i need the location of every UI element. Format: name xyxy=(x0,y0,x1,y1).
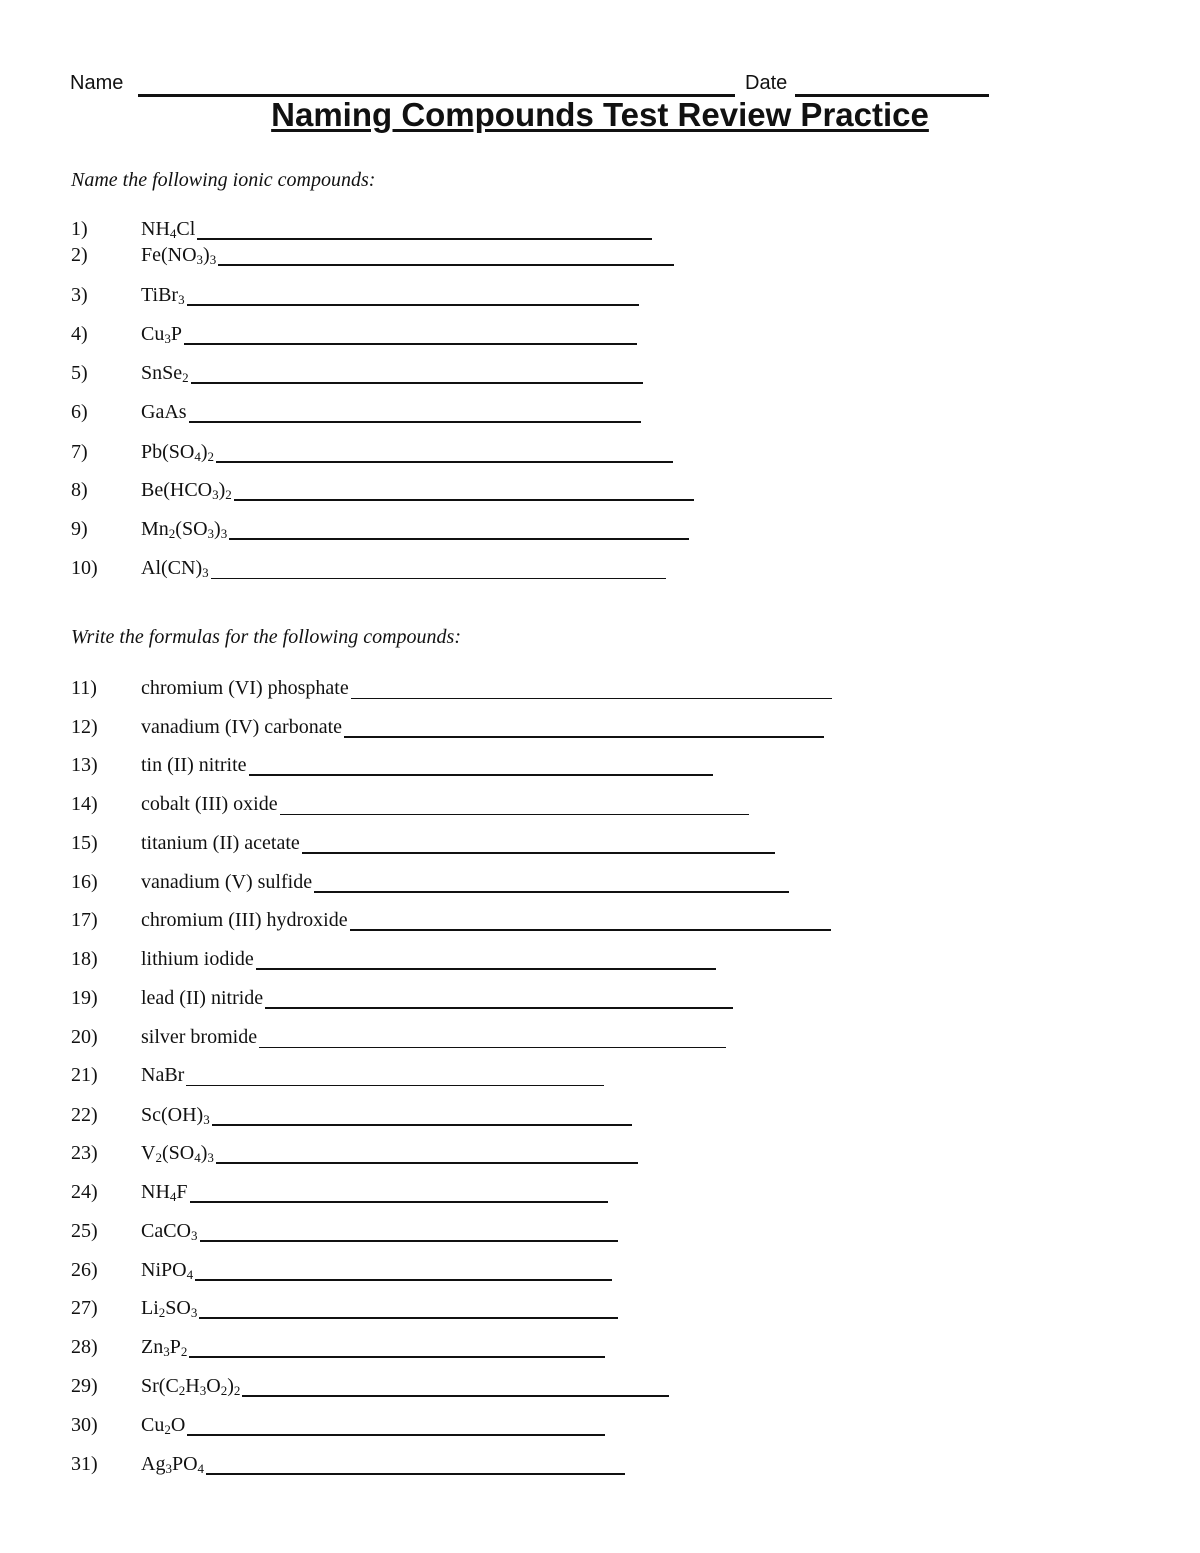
compound-label: SnSe$_2$ xyxy=(141,362,189,385)
compound-label: NiPO$_4$ xyxy=(141,1259,194,1282)
list-item xyxy=(71,1025,971,1051)
compound-label: $NH_4F$ xyxy=(141,1181,188,1204)
answer-line[interactable] xyxy=(350,929,831,931)
item-number: 19) xyxy=(71,987,98,1009)
answer-line[interactable] xyxy=(218,264,674,266)
item-number: 27) xyxy=(71,1297,98,1319)
answer-line[interactable] xyxy=(199,1317,618,1319)
list-item xyxy=(71,1180,971,1206)
item-number: 2) xyxy=(71,244,88,266)
list-item xyxy=(71,1063,971,1089)
item-number: 4) xyxy=(71,323,88,345)
section-instruction-name-compounds: Name the following ionic compounds: xyxy=(71,169,376,191)
answer-line[interactable] xyxy=(212,1124,632,1126)
list-item xyxy=(71,715,971,741)
list-item xyxy=(71,517,971,543)
compound-label: TiBr$_3$ xyxy=(141,284,185,307)
compound-label: cobalt (III) oxide xyxy=(141,793,278,815)
page-title: Naming Compounds Test Review Practice xyxy=(271,96,929,133)
compound-label: vanadium (V) sulfide xyxy=(141,871,313,893)
compound-label: $Sr(C_2H_3O_2)_2$ xyxy=(141,1375,241,1398)
list-item xyxy=(71,753,971,779)
item-number: 7) xyxy=(71,441,88,463)
compound-label: chromium (VI) phosphate xyxy=(141,677,349,699)
list-item xyxy=(71,1219,971,1245)
answer-line[interactable] xyxy=(302,852,775,854)
list-item xyxy=(71,322,971,348)
compound-label: GaAs xyxy=(141,401,187,423)
list-item xyxy=(71,243,971,269)
compound-label: NaBr xyxy=(141,1064,185,1086)
compound-label: $Ag_3PO_4$ xyxy=(141,1453,205,1476)
item-number: 28) xyxy=(71,1336,98,1358)
list-item xyxy=(71,986,971,1012)
answer-line[interactable] xyxy=(280,814,749,815)
date-label: Date xyxy=(745,72,788,94)
answer-line[interactable] xyxy=(249,774,713,776)
item-number: 24) xyxy=(71,1181,98,1203)
list-item xyxy=(71,440,971,466)
compound-label: $Fe(NO_3)_3$ xyxy=(141,244,217,267)
compound-label: vanadium (IV) carbonate xyxy=(141,716,343,738)
item-number: 18) xyxy=(71,948,98,970)
answer-line[interactable] xyxy=(206,1473,625,1475)
list-item xyxy=(71,831,971,857)
item-number: 15) xyxy=(71,832,98,854)
item-number: 23) xyxy=(71,1142,98,1164)
compound-label: tin (II) nitrite xyxy=(141,754,247,776)
answer-line[interactable] xyxy=(256,968,716,970)
item-number: 6) xyxy=(71,401,88,423)
item-number: 16) xyxy=(71,871,98,893)
answer-line[interactable] xyxy=(189,421,641,423)
item-number: 1) xyxy=(71,218,88,240)
compound-label: titanium (II) acetate xyxy=(141,832,300,854)
compound-label: CaCO$_3$ xyxy=(141,1220,198,1243)
item-number: 30) xyxy=(71,1414,98,1436)
item-number: 11) xyxy=(71,677,97,699)
compound-label: chromium (III) hydroxide xyxy=(141,909,348,931)
compound-label: silver bromide xyxy=(141,1026,258,1048)
answer-line[interactable] xyxy=(186,1085,604,1086)
answer-line[interactable] xyxy=(234,499,694,501)
item-number: 3) xyxy=(71,284,88,306)
list-item xyxy=(71,1141,971,1167)
item-number: 22) xyxy=(71,1104,98,1126)
section-instruction-write-formulas: Write the formulas for the following compounds: xyxy=(71,626,461,648)
item-number: 26) xyxy=(71,1259,98,1281)
answer-line[interactable] xyxy=(200,1240,619,1242)
answer-line[interactable] xyxy=(189,1356,605,1358)
answer-line[interactable] xyxy=(211,578,666,579)
compound-label: $V_2(SO_4)_3$ xyxy=(141,1142,214,1165)
item-number: 31) xyxy=(71,1453,98,1475)
answer-line[interactable] xyxy=(216,461,673,463)
list-item xyxy=(71,217,971,243)
list-item xyxy=(71,1452,971,1478)
answer-line[interactable] xyxy=(351,698,832,699)
list-item xyxy=(71,908,971,934)
compound-label: $Mn_2(SO_3)_3$ xyxy=(141,518,228,541)
item-number: 9) xyxy=(71,518,88,540)
compound-label: $Li_2SO_3$ xyxy=(141,1297,198,1320)
answer-line[interactable] xyxy=(195,1279,612,1281)
answer-line[interactable] xyxy=(216,1162,638,1164)
item-number: 20) xyxy=(71,1026,98,1048)
compound-label: $Pb(SO_4)_2$ xyxy=(141,441,215,464)
answer-line[interactable] xyxy=(191,382,643,384)
list-item xyxy=(71,283,971,309)
answer-line[interactable] xyxy=(314,891,789,893)
answer-line[interactable] xyxy=(259,1047,726,1048)
list-item xyxy=(71,400,971,426)
answer-line[interactable] xyxy=(229,538,689,540)
item-number: 8) xyxy=(71,479,88,501)
compound-label: $NH_4Cl$ xyxy=(141,218,196,241)
answer-line[interactable] xyxy=(184,343,637,345)
item-number: 13) xyxy=(71,754,98,776)
item-number: 12) xyxy=(71,716,98,738)
item-number: 14) xyxy=(71,793,98,815)
compound-label: $Zn_3P_2$ xyxy=(141,1336,188,1359)
item-number: 5) xyxy=(71,362,88,384)
compound-label: $Al(CN)_3$ xyxy=(141,557,209,580)
list-item xyxy=(71,870,971,896)
compound-label: $Cu_3P$ xyxy=(141,323,182,346)
answer-line[interactable] xyxy=(187,1434,605,1436)
answer-line[interactable] xyxy=(190,1201,608,1203)
list-item xyxy=(71,792,971,818)
list-item xyxy=(71,478,971,504)
compound-label: lead (II) nitride xyxy=(141,987,264,1009)
answer-line[interactable] xyxy=(344,736,824,738)
item-number: 10) xyxy=(71,557,98,579)
list-item xyxy=(71,676,971,702)
list-item xyxy=(71,1103,971,1129)
answer-line[interactable] xyxy=(197,238,652,240)
name-label: Name xyxy=(70,72,124,94)
compound-label: $Be(HCO_3)_2$ xyxy=(141,479,232,502)
answer-line[interactable] xyxy=(242,1395,669,1397)
list-item xyxy=(71,1335,971,1361)
list-item xyxy=(71,1296,971,1322)
list-item xyxy=(71,947,971,973)
list-item xyxy=(71,361,971,387)
compound-label: $Cu_2O$ xyxy=(141,1414,186,1437)
item-number: 25) xyxy=(71,1220,98,1242)
list-item xyxy=(71,1258,971,1284)
list-item xyxy=(71,1413,971,1439)
item-number: 21) xyxy=(71,1064,98,1086)
item-number: 29) xyxy=(71,1375,98,1397)
list-item xyxy=(71,1374,971,1400)
answer-line[interactable] xyxy=(187,304,639,306)
answer-line[interactable] xyxy=(265,1007,733,1009)
list-item xyxy=(71,556,971,582)
compound-label: $Sc(OH)_3$ xyxy=(141,1104,210,1127)
compound-label: lithium iodide xyxy=(141,948,254,970)
item-number: 17) xyxy=(71,909,98,931)
